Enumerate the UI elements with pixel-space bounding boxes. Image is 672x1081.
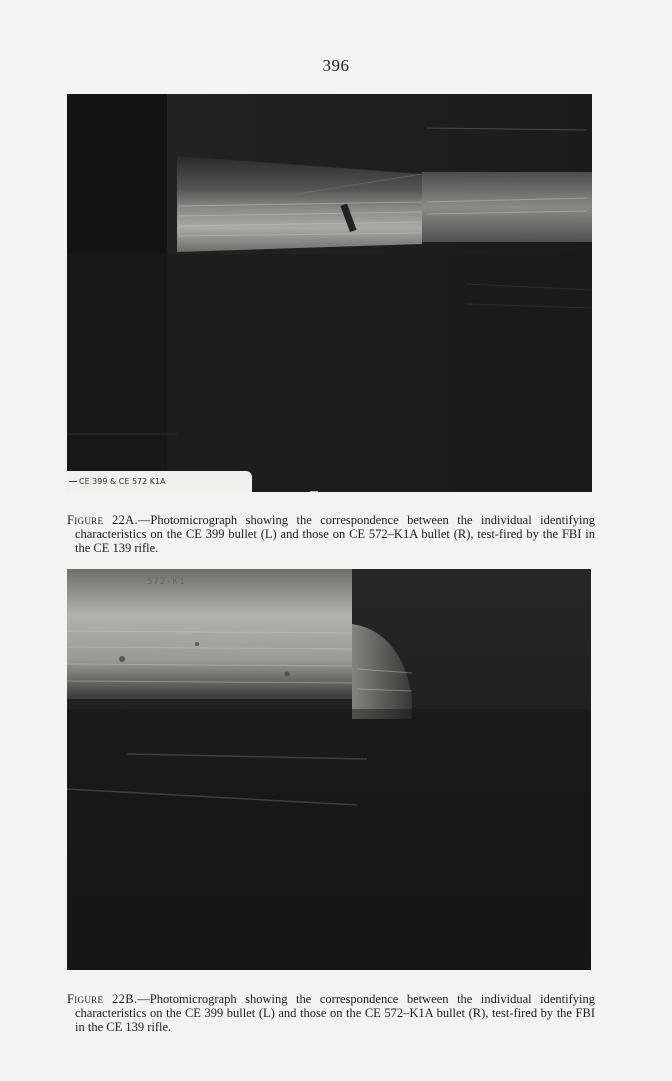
label-rule — [310, 491, 318, 492]
photomicrograph-22b-image — [67, 569, 591, 970]
photomicrograph-22a-image — [67, 94, 592, 492]
photo-handwritten-mark: 572-K1 — [147, 577, 186, 587]
figure-22a-caption-text: —Photomicrograph showing the correspondence between the individual identifying characteristics on the CE 399 bullet (L) and those on CE 572–K1A bullet (R), test-fired by the FBI in the CE 139 rifle. — [75, 513, 595, 555]
photomicrograph-22b — [67, 569, 591, 970]
figure-22b-caption — [67, 992, 595, 1034]
figure-22a-label: Figure 22A. — [67, 513, 138, 527]
figure-22a-caption — [67, 513, 595, 555]
photo-label: CE 399 & CE 572 K1A — [67, 471, 252, 492]
figure-22b-caption-text: —Photomicrograph showing the correspondence between the individual identifying characteristics on the CE 399 bullet (L) and those on the CE 572–K1A bullet (R), test-fired by the FBI in the CE 139 rifle. — [75, 992, 595, 1034]
page-number: 396 — [322, 56, 350, 75]
photomicrograph-22a — [67, 94, 592, 492]
figure-22b-label: Figure 22B. — [67, 992, 138, 1006]
